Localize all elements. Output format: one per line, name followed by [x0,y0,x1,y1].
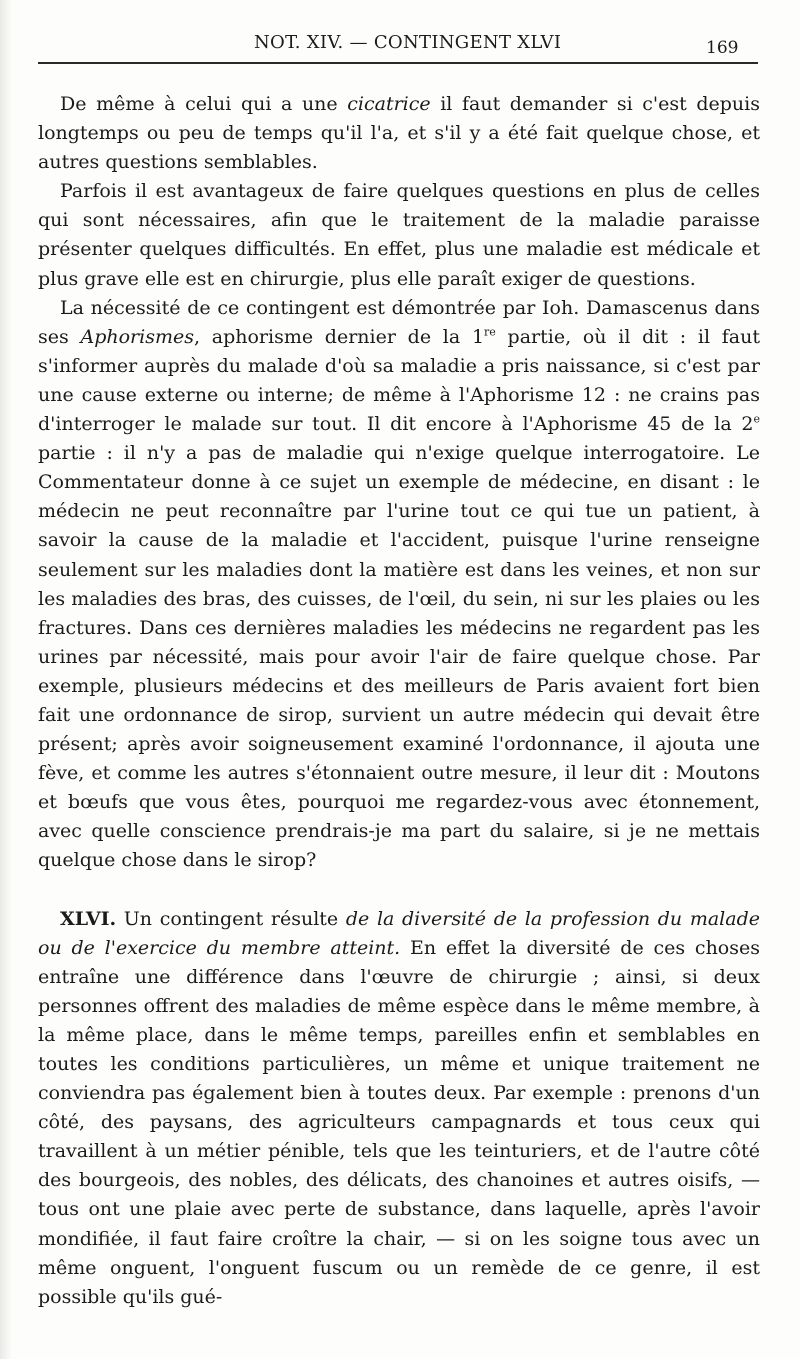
page-number: 169 [706,38,739,58]
page-edge-shadow [0,0,12,1359]
text-run: Un contingent résulte [116,907,346,930]
italic-term: cicatrice [347,93,431,115]
paragraph-necessite [38,294,760,876]
text-run: partie, où il dit : il faut s'informer auprès du malade d'où sa maladie a pris naissance, si c'est par une cause externe ou interne; de même à l'Aphorisme 12 : ne crains pas d'interroger le malade sur tout. Il dit encore à l'Aphorisme 45 de la 2 [38,325,760,436]
text-run: , aphorisme dernier de la 1 [193,325,485,348]
running-header [38,24,758,64]
italic-heading: de la diversité de la profession du malade ou de l'exercice du membre atteint. [38,907,760,959]
text-run: En effet la diversité de ces choses entraîne une différence dans l'œuvre de chirurgie ; ainsi, si deux personnes offrent des maladies de même espèce dans le même membre, à la même place, dans le même temps, pareilles enfin et semblables en toutes les conditions particulières, un même et unique traitement ne conviendra pas également bien à toutes deux. Par exemple : prenons d'un côté, des paysans, des agriculteurs campagnards et tous ceux qui travaillent à un métier pénible, tels que les teinturiers, et de l'autre côté des bourgeois, des nobles, des délicats, des chanoines et autres oisifs, — tous ont une plaie avec perte de substance, dans laquelle, après l'avoir mondifiée, il faut faire croître la chair, — si on les soigne tous avec un même onguent, l'onguent fuscum ou un remède de ce genre, il est possible qu'ils gué- [38,936,760,1308]
paragraph-contingent-xlvi [38,905,760,1312]
text-run: partie : il n'y a pas de maladie qui n'exige quelque interrogatoire. Le Commentateur donne à ce sujet un exemple de médecine, en disant : le médecin ne peut reconnaître par l'urine tout ce qui tue un patient, à savoir la cause de la maladie et l'accident, puisque l'urine renseigne seulement sur les maladies dont la matière est dans les veines, et non sur les maladies des bras, des cuisses, de l'œil, du sein, ni sur les plaies ou les fractures. Dans ces dernières maladies les médecins ne regardent pas les urines par nécessité, mais pour avoir l'air de faire quelque chose. Par exemple, plusieurs médecins et des meilleurs de Paris avaient fort bien fait une ordonnance de sirop, survient un autre médecin qui devait être présent; après avoir soigneusement examiné l'ordonnance, il ajouta une fève, et comme les autres s'étonnaient outre mesure, il leur dit : Moutons et bœufs que vous êtes, pourquoi me regardez-vous avec étonnement, avec quelle conscience prendrais-je ma part du salaire, si je ne mettais quelque chose dans le sirop? [38,442,760,872]
body-text [38,90,760,1312]
section-numeral: XLVI. [60,907,117,930]
paragraph-cicatrice [38,90,760,177]
paragraph-questions [38,177,760,293]
text-run: De même à celui qui a une [60,93,348,115]
header-rule [38,62,758,64]
running-title: NOT. XIV. — CONTINGENT XLVI [254,32,562,53]
ordinal-superscript: re [484,325,496,339]
text-run: il faut demander si c'est depuis longtemps ou peu de temps qu'il l'a, et s'il y a été fait quelque chose, et autres questions semblables. [38,93,760,174]
ordinal-superscript: e [753,412,760,426]
text-run: La nécessité de ce contingent est démontrée par Ioh. Damascenus dans ses [38,296,760,348]
text-run: Parfois il est avantageux de faire quelques questions en plus de celles qui sont nécessaires, afin que le traitement de la maladie paraisse présenter quelques difficultés. En effet, plus une maladie est médicale et plus grave elle est en chirurgie, plus elle paraît exiger de questions. [38,180,760,290]
italic-title: Aphorismes [80,325,194,348]
